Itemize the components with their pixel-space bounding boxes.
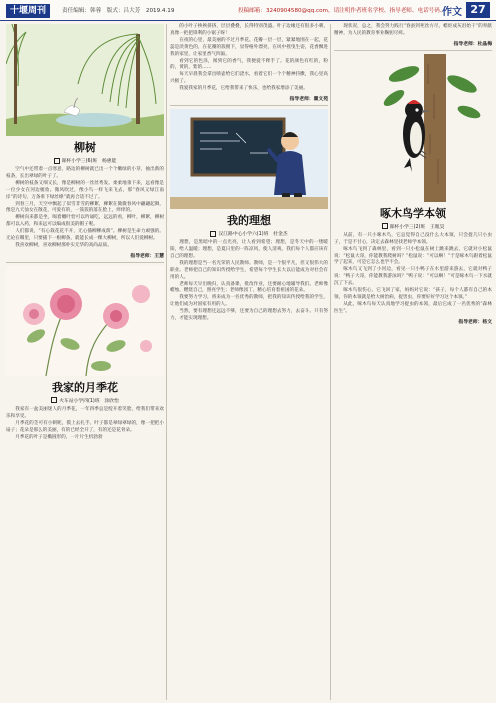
column-divider bbox=[166, 24, 167, 700]
paragraph: 人们都说，“有心栽花花不开，无心插柳柳成荫”。柳树是生命力顽强的。无论在哪里，只要插下一根柳条，就能长成一棵大柳树，所以人们爱柳树。 bbox=[6, 229, 164, 242]
contact-line: 投稿邮箱：3240904580@qq.com，请注明作者班名学校、指导老师、电话号码、 bbox=[238, 8, 446, 14]
paragraph: 月季花的茎可有小刺呢，摸上去扎手。叶子都是翠绿翠绿的，像一把把小扇子；花朵是那么的美丽，有的已经全开了，有的还是花骨朵。 bbox=[6, 420, 164, 433]
paragraph: 老师每天早出晚归，认真备课，批改作业，还要耐心地辅导我们。老师像蜡烛，燃烧自己，照亮学生；老师像园丁，精心培育着祖国的花朵。 bbox=[170, 281, 328, 294]
paragraph: 每天早晨我会拿出喷壶给它们浇水，看着它们一个个精神抖擞，我心里高兴极了。 bbox=[170, 72, 328, 85]
teacher-credit: 指导老师：杜晶梅 bbox=[453, 41, 492, 47]
paragraph: 啄木鸟飞到了森林里，看到一只小松鼠在树上跳来跳去，它就对小松鼠说：“松鼠大哥，你能教我爬树吗？”松鼠说：“可以啊！”于是啄木鸟跟着松鼠学了起来，可是它怎么也学不会。 bbox=[334, 246, 492, 266]
paragraph: 在夜的心里，最美丽的不过月季花。花瓣一层一层，紧紧地围在一起，花蕊是淡黄色的，在花瓣的簇拥下，显得格外漂亮，在风中摇曳生姿，花香飘进我的家里，让家里香气四溢。 bbox=[170, 37, 328, 57]
paragraph: 啄木鸟又飞到了小河边，看见一只小鸭子在水里游来游去，它就对鸭子说：“鸭子大哥，你能教我游泳吗？”鸭子说：“可以啊！”可是啄木鸟一下水就沉了下去。 bbox=[334, 267, 492, 287]
paragraph: 我爱我家的月季花，它给我带来了快乐，也给我家增添了美丽。 bbox=[179, 86, 308, 92]
paragraph: 理想，是黑暗中的一点光亮，让人看到希望；理想，是冬天中的一缕暖阳，给人温暖；理想，是夏日里的一阵凉风，使人清爽。我们每个人都应该有自己的理想。 bbox=[170, 240, 328, 259]
willow-illustration bbox=[6, 24, 164, 136]
paragraph: 我家有一盆美丽迷人的月季花，一年四季总是绽开着笑脸，给我们带来欢乐和享受。 bbox=[6, 406, 164, 419]
column-divider bbox=[330, 24, 331, 700]
page-number: 27 bbox=[466, 2, 490, 18]
paragraph: 我喜欢柳树，喜欢柳树那朴实无华的高尚品质。 bbox=[15, 242, 112, 248]
article-byline: 郧杯小学三(6)班 杨惠能 bbox=[6, 157, 164, 164]
paragraph: 到春三月，天空中飘起了似雪非雪的柳絮，柳絮在微微春风中翩翩起舞，像是九天仙女在散花，可爱有的，一簇簇的落在脸上，痒痒的。 bbox=[6, 201, 164, 214]
teacher-credit: 指导老师：王慧 bbox=[130, 253, 164, 259]
teacher-credit: 指导老师：杨文 bbox=[458, 319, 492, 325]
paragraph: 当然，要有理想还远远不够，还要为自己的理想去努力，去奋斗。只有努力，才能实现理想。 bbox=[170, 309, 328, 322]
teacher-credit: 指导老师：瞿文苑 bbox=[289, 97, 328, 103]
page-header bbox=[0, 0, 496, 21]
paragraph: 看到它的色泽，闻到它的香气，我便爱不释手了。花的颜色有红的，粉的，黄的，紫的…… bbox=[170, 58, 328, 71]
paragraph: 从此，啄木鸟每天认真地学习捉虫的本领，最后它成了一名优秀的“森林医生”。 bbox=[334, 301, 492, 314]
paragraph: 柳树向来都是坐，喝着嫩叶恰可以吟诵吃，远远的看，柳叶，柳絮，柳树都可以入药，和来远可以编成很美的帽子呢。 bbox=[6, 215, 164, 228]
masthead: 十堰周刊 bbox=[6, 4, 50, 18]
paragraph: 现状况，总之，我会努力践行“春蚕到死丝方尽，蜡炬成灰泪始干”的奉献精神，为人民的教育事业鞠躬尽瘁。 bbox=[334, 24, 492, 36]
article-title: 我的理想 bbox=[227, 214, 271, 228]
editor-line: 责任编辑：韩蓉 版式：吕大芳 2019.4.19 bbox=[62, 8, 175, 14]
article-byline: 火车站小学四(1)班 涂欣怡 bbox=[6, 397, 164, 404]
column-3 bbox=[334, 24, 492, 327]
article-title: 我家的月季花 bbox=[52, 380, 118, 394]
section-title: 作文 bbox=[442, 7, 462, 18]
woodpecker-illustration bbox=[334, 54, 492, 202]
article-title: 柳树 bbox=[74, 141, 96, 154]
column-2 bbox=[170, 24, 328, 323]
paragraph: 我要努力学习，将来成为一名优秀的教师，把我的知识传授给我的学生，让他们成为对国家有用的人。 bbox=[170, 295, 328, 308]
teacher-illustration bbox=[170, 109, 328, 209]
column-1 bbox=[6, 24, 164, 441]
paragraph: 的小叶子挨挨挤挤，层层叠叠，长得特别茂盛。叶子边缘还有很多小刺，真像一把把锋利的小锯子呀！ bbox=[170, 24, 328, 36]
paragraph: 空气中还带着一点寒意，路边的柳树就已出一个个嫩绿的小芽，抽出新的枝条，长出翠绿的叶子了。 bbox=[6, 167, 164, 179]
paragraph: 月季花的叶子是椭圆形的，一片片生机勃勃 bbox=[15, 434, 103, 440]
paragraph: 从前，有一只小啄木鸟，它总觉得自己没什么大本领，只会捉几只小虫子，于是不甘心，决定去森林里找老师学本领。 bbox=[334, 232, 492, 245]
paragraph: 我的理想是当一名光荣的人民教师。教师，是一个很平凡，但又很伟大的职业。老师把自己的知识传授给学生，希望每个学生长大以后能成为对社会有用的人。 bbox=[170, 260, 328, 280]
paragraph: 柳树的枝条又细又长，像是柳树的一丝丝秀发。柔柔地垂下来，远看像是一位少女在河边梳妆。微风吹过，像小鸟一样飞来飞去，那“春风又绿江南岸”的诗句，万条垂下绿丝绦”就再合适不过了。 bbox=[6, 180, 164, 200]
article-byline: 汉江路中心小学六(1)班 杜金杰 bbox=[170, 230, 328, 237]
article-title: 啄木鸟学本领 bbox=[380, 206, 446, 220]
rose-illustration bbox=[6, 266, 164, 376]
article-byline: 郧杯小学三(2)班 王胤昊 bbox=[334, 223, 492, 230]
paragraph: 啄木鸟很伤心，它飞回了家，妈妈对它说：“孩子，每个人都有自己的本领，你的本领就是给大树治病，捉害虫，你要好好学习这个本领。” bbox=[334, 288, 492, 300]
